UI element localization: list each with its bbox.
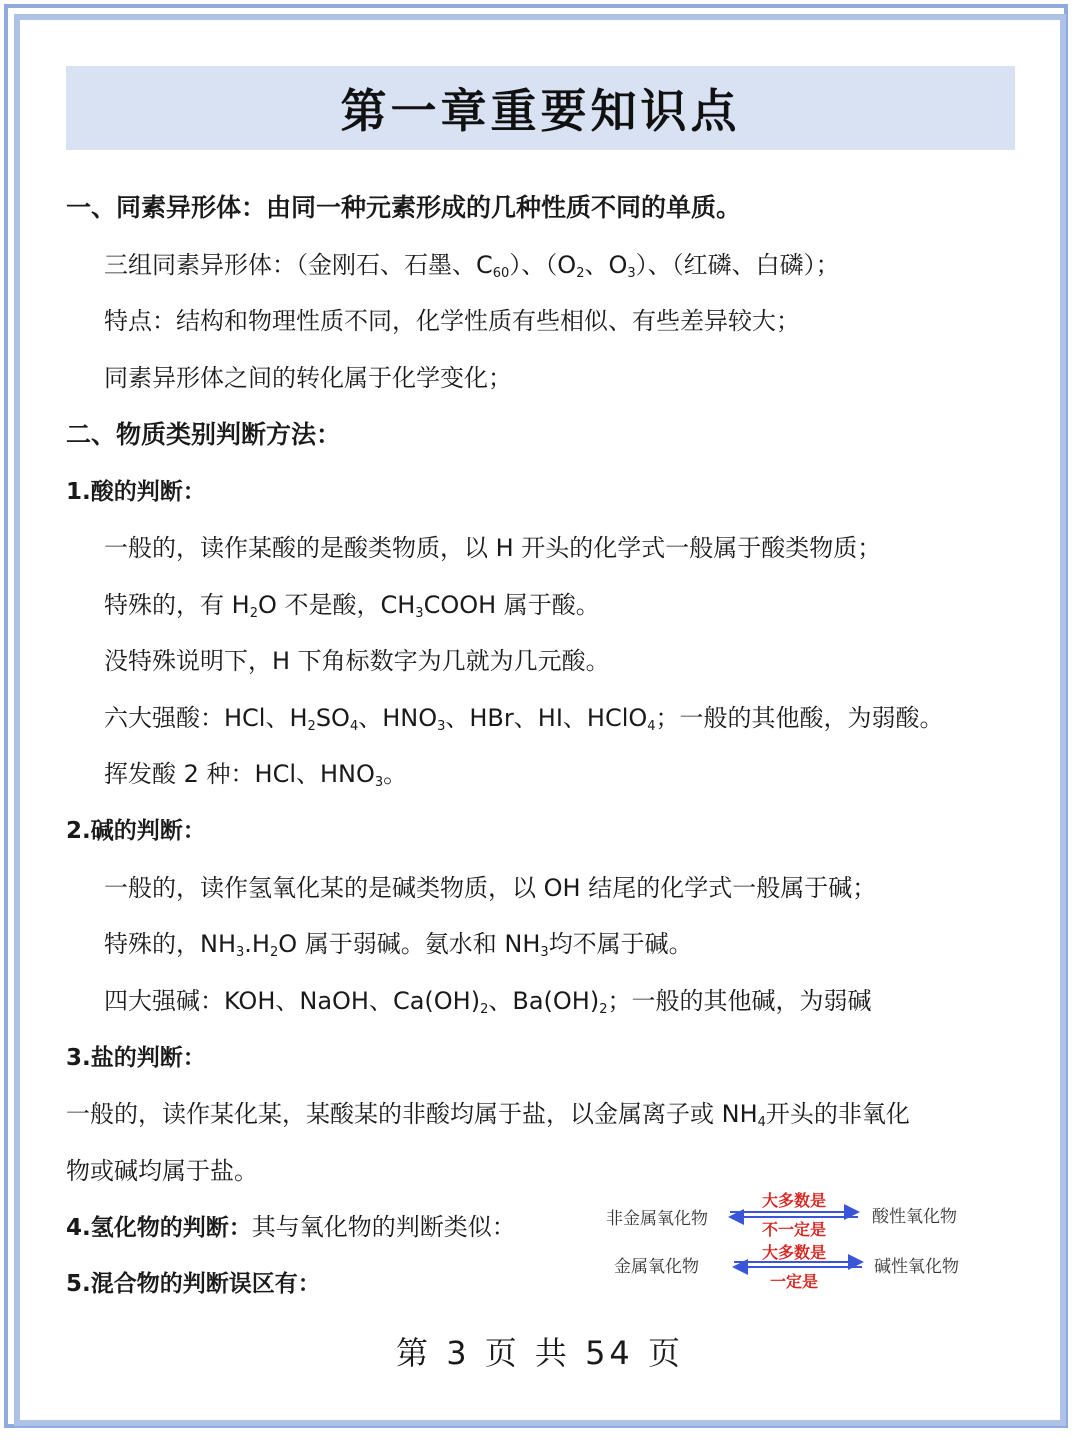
section-2-heading: 二、物质类别判断方法： <box>66 420 342 449</box>
label-acidic-oxide: 酸性氧化物 <box>872 1207 957 1227</box>
note-most-1: 大多数是 <box>762 1191 827 1210</box>
hydride-title: 4.氢化物的判断： <box>66 1215 252 1241</box>
page-number-footer: 第 3 页 共 54 页 <box>396 1334 684 1372</box>
hydride-text: 其与氧化物的判断类似： <box>251 1213 516 1241</box>
acid-line-3: 没特殊说明下，H 下角标数字为几就为几元酸。 <box>104 647 610 675</box>
note-necessarily: 一定是 <box>770 1272 819 1291</box>
note-not-necessarily: 不一定是 <box>762 1220 827 1239</box>
salt-line-1: 一般的，读作某化某，某酸某的非酸均属于盐，以金属离子或 $NH_4$开头的非氧化 <box>66 1100 910 1130</box>
section-1-heading: 一、同素异形体：由同一种元素形成的几种性质不同的单质。 <box>66 193 742 222</box>
salt-line-2: 物或碱均属于盐。 <box>66 1157 258 1185</box>
acid-line-1: 一般的，读作某酸的是酸类物质，以 H 开头的化学式一般属于酸类物质； <box>104 534 882 562</box>
note-most-2: 大多数是 <box>762 1243 827 1262</box>
base-line-3: 四大强碱：KOH、NaOH、$Ca(OH)_2$、$Ba(OH)_2$；一般的其他碱，为弱碱 <box>104 987 872 1017</box>
base-title: 2.碱的判断： <box>66 818 206 844</box>
allotrope-conversion: 同素异形体之间的转化属于化学变化； <box>104 364 512 392</box>
acid-title: 1.酸的判断： <box>66 479 206 505</box>
base-line-1: 一般的，读作氢氧化某的是碱类物质，以 OH 结尾的化学式一般属于碱； <box>104 874 877 902</box>
label-nonmetal-oxide: 非金属氧化物 <box>606 1209 708 1229</box>
acid-line-4: 六大强酸：HCl、$H_2SO_4$、$HNO_3$、HBr、HI、HClO$_4$；一般的其他酸，为弱酸。 <box>104 704 944 734</box>
oxide-relation-diagram <box>600 1186 980 1291</box>
title-banner <box>66 66 1015 150</box>
acid-line-5: 挥发酸 2 种：HCl、$HNO_3$。 <box>104 760 408 790</box>
label-metal-oxide: 金属氧化物 <box>614 1257 699 1277</box>
allotrope-groups: 三组同素异形体：（金刚石、石墨、$C_{60}$）、（$O_2$、$O_3$）、（红磷、白磷）； <box>104 251 840 281</box>
base-line-2: 特殊的，$NH_3.H_2O$ 属于弱碱。氨水和 $NH_3$均不属于碱。 <box>104 930 693 960</box>
acid-line-2: 特殊的，有 $H_2O$ 不是酸，$CH_3COOH$ 属于酸。 <box>104 591 600 621</box>
hydride-line <box>66 1210 516 1245</box>
page-title: 第一章重要知识点 <box>340 84 741 138</box>
allotrope-features: 特点：结构和物理性质不同，化学性质有些相似、有些差异较大； <box>104 307 800 335</box>
mixture-title: 5.混合物的判断误区有： <box>66 1271 321 1297</box>
salt-title: 3.盐的判断： <box>66 1045 206 1071</box>
label-basic-oxide: 碱性氧化物 <box>874 1257 959 1277</box>
